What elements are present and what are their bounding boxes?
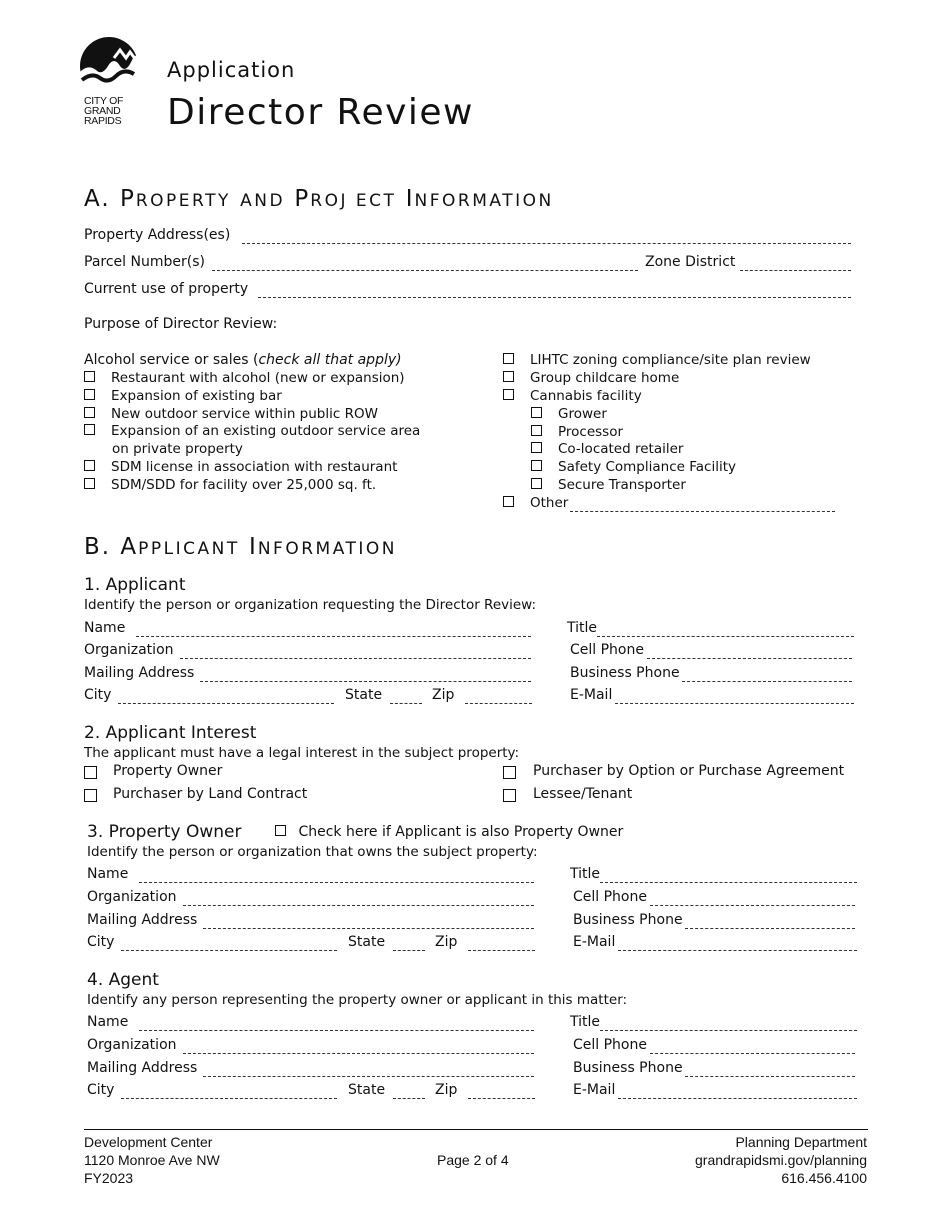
section-a-w2: AND — [240, 191, 286, 211]
section-a-w5: INFORMATION — [405, 186, 554, 212]
applicant-business-label: Business Phone — [570, 665, 680, 681]
checkbox[interactable] — [503, 766, 516, 779]
section-a-letter: A. — [84, 186, 111, 212]
owner-email-label: E-Mail — [573, 934, 616, 950]
checkbox[interactable] — [503, 371, 514, 382]
checkbox[interactable] — [84, 371, 95, 382]
applicant-mail-field[interactable] — [200, 681, 531, 682]
agent-mail-field[interactable] — [203, 1076, 534, 1077]
owner-city-field[interactable] — [121, 950, 337, 951]
current-use-label: Current use of property — [84, 281, 249, 297]
option-cannabis[interactable]: Cannabis facility — [503, 388, 642, 404]
option-outdoor-expansion-cont: on private property — [112, 441, 243, 457]
agent-org-label: Organization — [87, 1037, 177, 1053]
applicant-email-field[interactable] — [615, 703, 854, 704]
applicant-zip-field[interactable] — [465, 703, 532, 704]
agent-cell-field[interactable] — [650, 1053, 855, 1054]
option-outdoor-row[interactable]: New outdoor service within public ROW — [84, 406, 378, 422]
page-number: Page 2 of 4 — [437, 1152, 509, 1168]
agent-title-label: Title — [570, 1014, 601, 1030]
agent-zip-field[interactable] — [468, 1098, 535, 1099]
property-address-label: Property Address(es) — [84, 227, 231, 243]
applicant-desc: Identify the person or organization requesting the Director Review: — [84, 597, 537, 613]
owner-cell-label: Cell Phone — [573, 889, 647, 905]
parcel-number-label: Parcel Number(s) — [84, 254, 205, 270]
option-colocated[interactable]: Co-located retailer — [531, 441, 683, 457]
zone-district-label: Zone District — [645, 254, 736, 270]
applicant-email-label: E-Mail — [570, 687, 613, 703]
section-a-heading — [84, 186, 554, 212]
owner-state-label: State — [348, 934, 386, 950]
interest-heading: 2. Applicant Interest — [84, 723, 257, 743]
interest-lessee-option[interactable]: Lessee/Tenant — [503, 786, 632, 802]
option-sdm-license[interactable]: SDM license in association with restaurant — [84, 459, 397, 475]
applicant-org-label: Organization — [84, 642, 174, 658]
agent-state-field[interactable] — [393, 1098, 425, 1099]
owner-state-field[interactable] — [393, 950, 425, 951]
logo-line-2: GRAND — [84, 105, 121, 117]
owner-name-field[interactable] — [139, 882, 534, 883]
agent-city-field[interactable] — [121, 1098, 337, 1099]
section-b-letter: B. — [84, 534, 112, 560]
alcohol-heading: Alcohol service or sales (check all that apply) — [84, 352, 402, 368]
agent-zip-label: Zip — [435, 1082, 458, 1098]
section-b-w1: APPLICANT — [120, 534, 240, 560]
applicant-title-field[interactable] — [597, 636, 854, 637]
owner-mail-field[interactable] — [203, 928, 534, 929]
checkbox[interactable] — [503, 789, 516, 802]
applicant-mail-label: Mailing Address — [84, 665, 195, 681]
applicant-city-field[interactable] — [118, 703, 334, 704]
agent-mail-label: Mailing Address — [87, 1060, 198, 1076]
applicant-cell-label: Cell Phone — [570, 642, 644, 658]
checkbox[interactable] — [84, 766, 97, 779]
interest-land-contract-option[interactable]: Purchaser by Land Contract — [84, 786, 307, 802]
footer-left — [84, 1133, 220, 1187]
applicant-name-field[interactable] — [136, 636, 531, 637]
option-expansion-bar[interactable]: Expansion of existing bar — [84, 388, 282, 404]
checkbox[interactable] — [503, 353, 514, 364]
owner-mail-label: Mailing Address — [87, 912, 198, 928]
owner-zip-field[interactable] — [468, 950, 535, 951]
checkbox[interactable] — [531, 407, 542, 418]
checkbox[interactable] — [84, 789, 97, 802]
footer-fy: FY2023 — [84, 1170, 134, 1186]
agent-heading: 4. Agent — [87, 970, 159, 990]
owner-cell-field[interactable] — [650, 905, 855, 906]
checkbox[interactable] — [531, 460, 542, 471]
footer-website[interactable]: grandrapidsmi.gov/planning — [695, 1152, 867, 1168]
applicant-name-label: Name — [84, 620, 126, 636]
agent-org-field[interactable] — [183, 1053, 534, 1054]
owner-email-field[interactable] — [618, 950, 857, 951]
checkbox[interactable] — [84, 407, 95, 418]
option-outdoor-expansion[interactable]: Expansion of an existing outdoor service area — [84, 423, 420, 439]
option-lihtc[interactable]: LIHTC zoning compliance/site plan review — [503, 352, 811, 368]
applicant-cell-field[interactable] — [647, 658, 852, 659]
checkbox[interactable] — [531, 425, 542, 436]
parcel-number-field[interactable] — [212, 270, 638, 271]
header-subtitle: Application — [167, 58, 296, 82]
option-processor[interactable]: Processor — [531, 424, 623, 440]
applicant-state-label: State — [345, 687, 383, 703]
option-sdm-sdd[interactable]: SDM/SDD for facility over 25,000 sq. ft. — [84, 477, 376, 493]
agent-cell-label: Cell Phone — [573, 1037, 647, 1053]
agent-city-label: City — [87, 1082, 115, 1098]
option-safety[interactable]: Safety Compliance Facility — [531, 459, 736, 475]
section-b-heading — [84, 534, 397, 560]
logo-line-3: RAPIDS — [84, 115, 122, 127]
checkbox[interactable] — [531, 442, 542, 453]
checkbox[interactable] — [275, 825, 286, 836]
checkbox[interactable] — [503, 389, 514, 400]
footer-planning: Planning Department — [735, 1134, 867, 1150]
owner-business-label: Business Phone — [573, 912, 683, 928]
checkbox[interactable] — [531, 478, 542, 489]
logo-line-1: CITY OF — [84, 95, 124, 107]
option-transporter[interactable]: Secure Transporter — [531, 477, 686, 493]
owner-zip-label: Zip — [435, 934, 458, 950]
footer-dept: Development Center — [84, 1134, 213, 1150]
agent-email-label: E-Mail — [573, 1082, 616, 1098]
applicant-business-field[interactable] — [682, 681, 852, 682]
owner-org-field[interactable] — [183, 905, 534, 906]
owner-org-label: Organization — [87, 889, 177, 905]
other-field[interactable] — [570, 511, 835, 512]
agent-name-field[interactable] — [139, 1030, 534, 1031]
agent-business-field[interactable] — [685, 1076, 855, 1077]
option-childcare[interactable]: Group childcare home — [503, 370, 679, 386]
owner-business-field[interactable] — [685, 928, 855, 929]
footer-divider — [84, 1129, 868, 1130]
footer-phone: 616.456.4100 — [781, 1170, 867, 1186]
agent-email-field[interactable] — [618, 1098, 857, 1099]
owner-name-label: Name — [87, 866, 129, 882]
applicant-title-label: Title — [567, 620, 598, 636]
section-b-w2: INFORMATION — [249, 534, 398, 560]
footer-right — [695, 1133, 867, 1187]
applicant-city-label: City — [84, 687, 112, 703]
owner-desc: Identify the person or organization that owns the subject property: — [87, 844, 538, 860]
checkbox[interactable] — [503, 496, 514, 507]
owner-city-label: City — [87, 934, 115, 950]
interest-owner-option[interactable]: Property Owner — [84, 763, 222, 779]
property-address-field[interactable] — [242, 243, 851, 244]
applicant-zip-label: Zip — [432, 687, 455, 703]
checkbox[interactable] — [84, 389, 95, 400]
checkbox[interactable] — [84, 424, 95, 435]
applicant-heading: 1. Applicant — [84, 575, 186, 595]
agent-title-field[interactable] — [600, 1030, 857, 1031]
option-grower[interactable]: Grower — [531, 406, 607, 422]
section-a-w3: PROJ — [294, 186, 349, 212]
current-use-field[interactable] — [258, 297, 851, 298]
agent-state-label: State — [348, 1082, 386, 1098]
section-a-w4: ECT — [355, 191, 397, 211]
zone-district-field[interactable] — [740, 270, 851, 271]
checkbox[interactable] — [84, 460, 95, 471]
applicant-state-field[interactable] — [390, 703, 422, 704]
owner-title-label: Title — [570, 866, 601, 882]
owner-heading: 3. Property Owner — [87, 822, 242, 842]
page-title: Director Review — [167, 92, 475, 133]
section-a-w1: PROPERTY — [119, 186, 231, 212]
interest-option-purchase-option[interactable]: Purchaser by Option or Purchase Agreement — [503, 763, 844, 779]
agent-desc: Identify any person representing the property owner or applicant in this matter: — [87, 992, 628, 1008]
applicant-org-field[interactable] — [180, 658, 531, 659]
city-logo — [80, 36, 142, 132]
checkbox[interactable] — [84, 478, 95, 489]
agent-name-label: Name — [87, 1014, 129, 1030]
agent-business-label: Business Phone — [573, 1060, 683, 1076]
owner-title-field[interactable] — [600, 882, 857, 883]
footer-address: 1120 Monroe Ave NW — [84, 1152, 220, 1168]
option-other[interactable]: Other — [503, 495, 568, 511]
purpose-label: Purpose of Director Review: — [84, 316, 278, 332]
logo-mark-icon — [80, 36, 142, 98]
interest-desc: The applicant must have a legal interest in the subject property: — [84, 745, 520, 761]
owner-same-check[interactable]: Check here if Applicant is also Property Owner — [275, 824, 623, 840]
option-restaurant-alcohol[interactable]: Restaurant with alcohol (new or expansion) — [84, 370, 405, 386]
